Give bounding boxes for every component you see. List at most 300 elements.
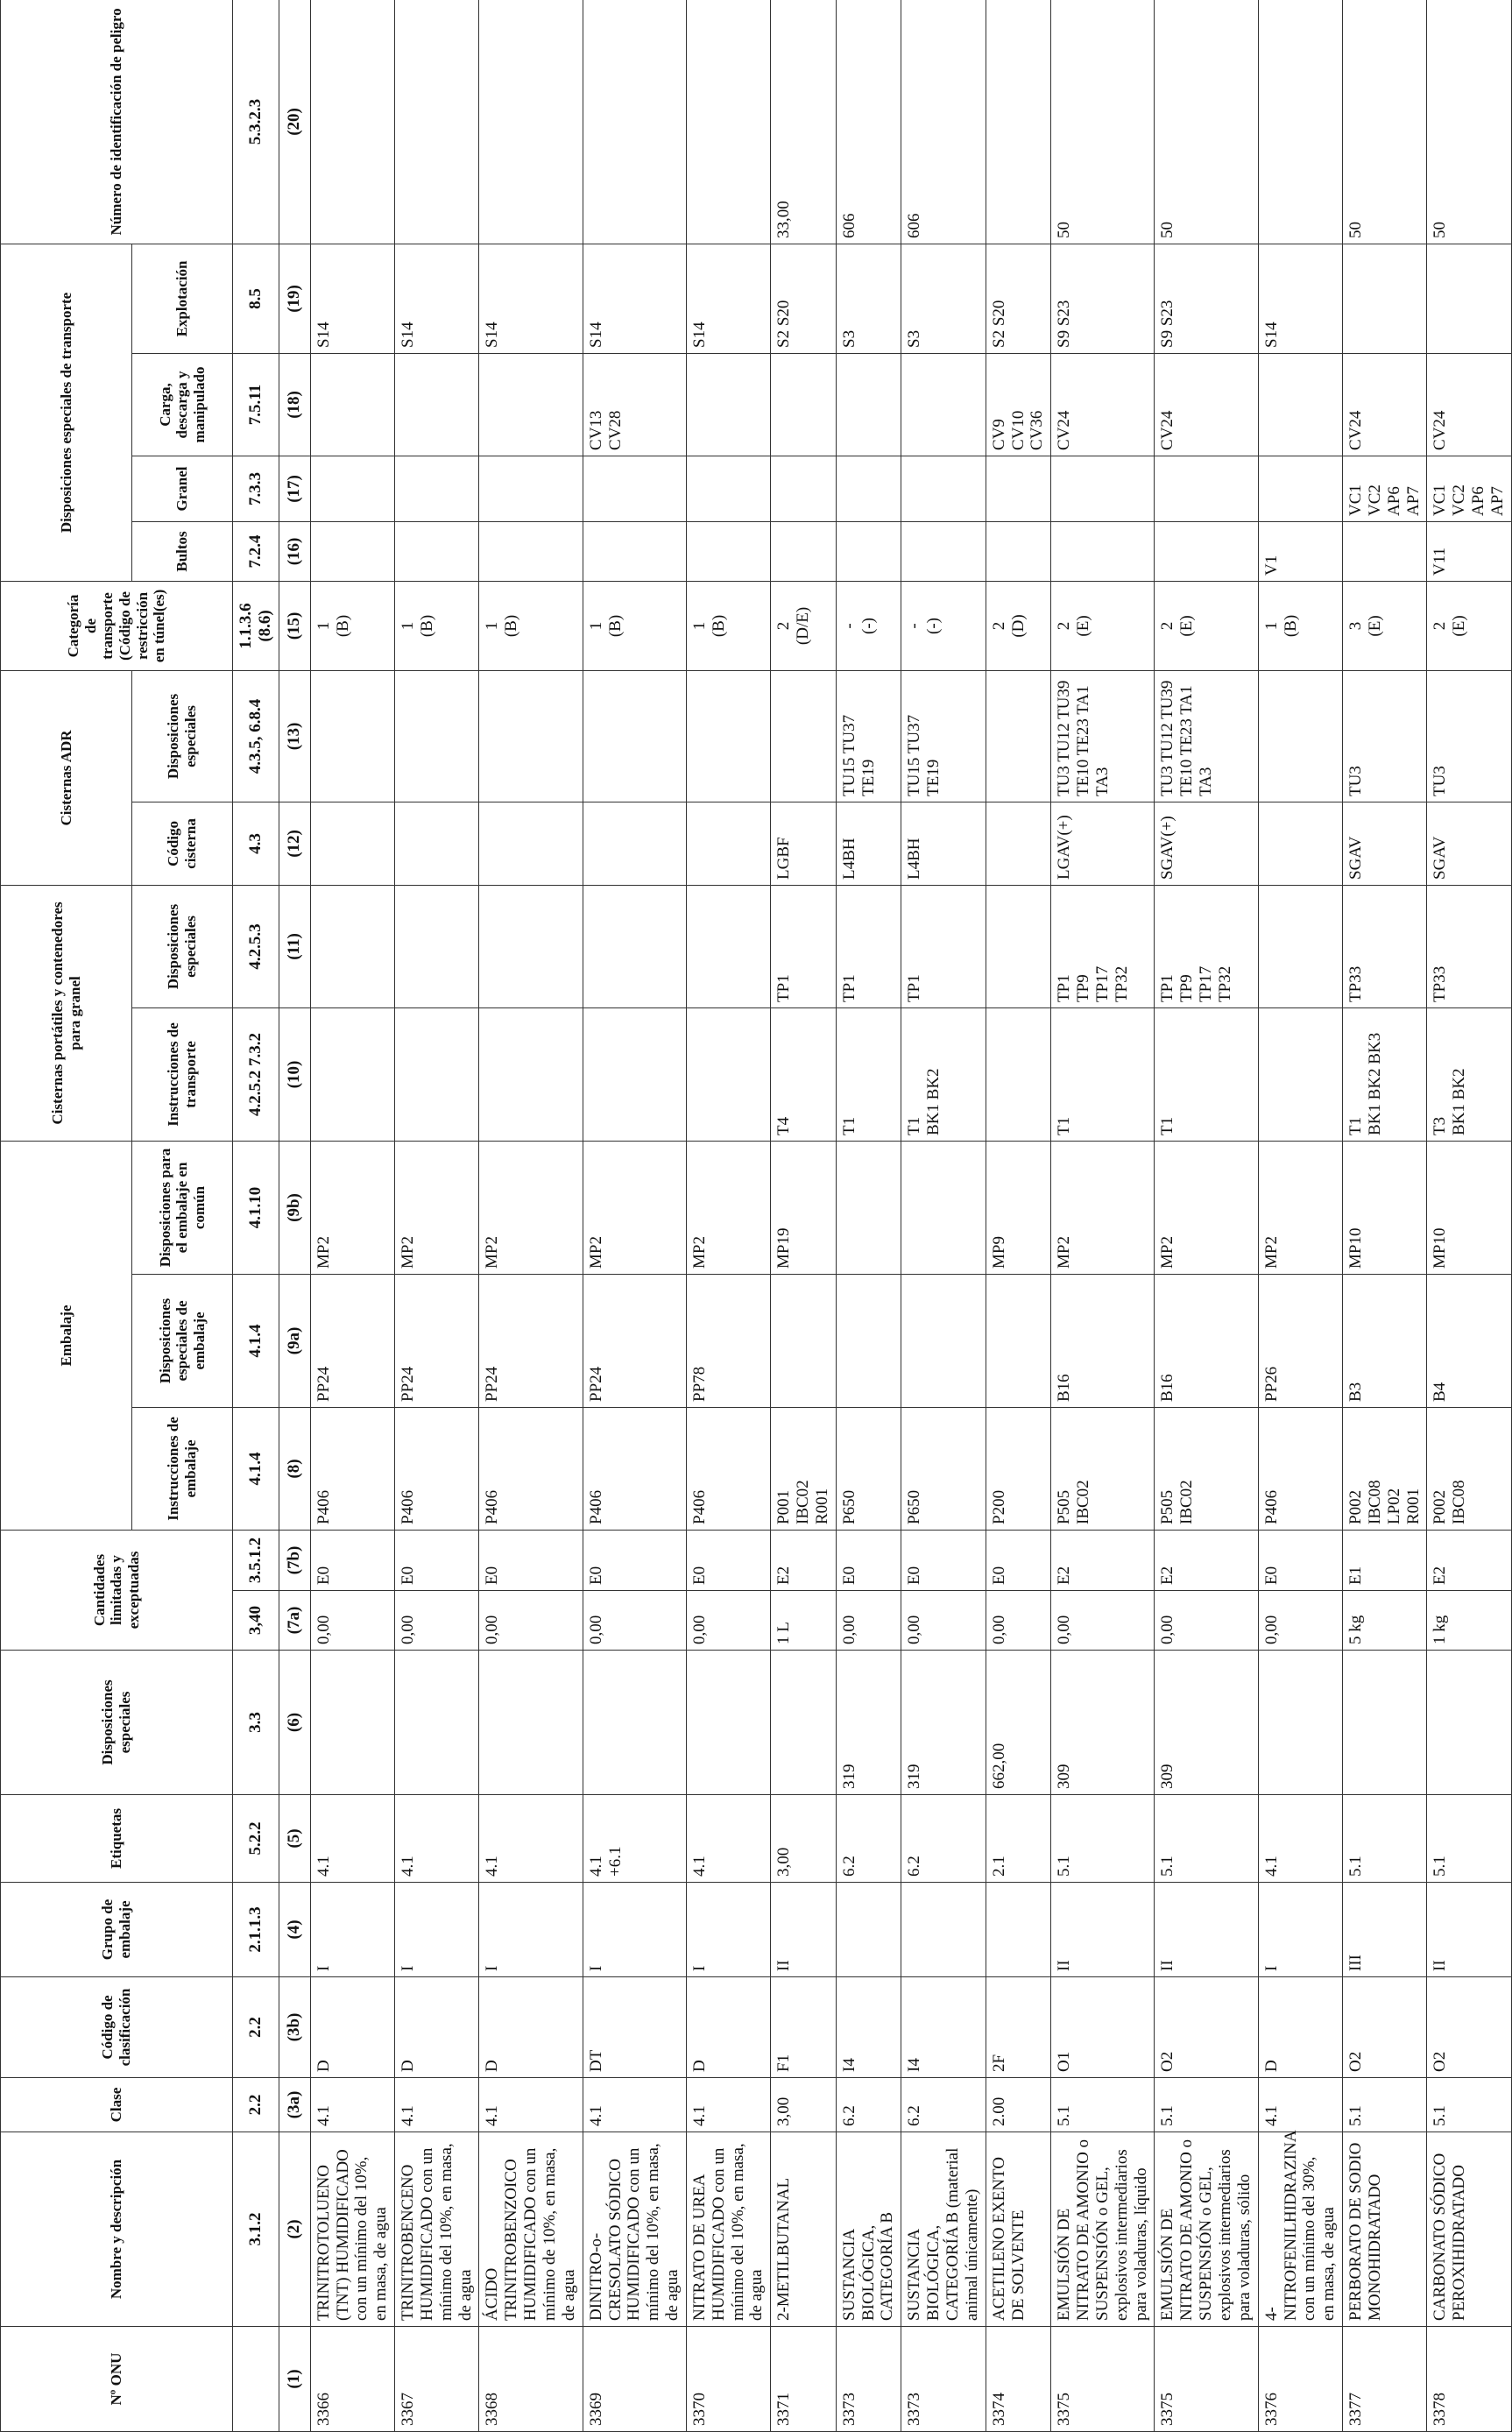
header-disp-esp-transporte: Disposiciones especiales de transporte (1, 244, 132, 581)
data-cell (836, 1883, 901, 1977)
data-cell: MP10 (1343, 1141, 1427, 1274)
data-cell (686, 1007, 770, 1141)
name-description-cell: EMULSIÓN DE NITRATO DE AMONIO o SUSPENSIÓN o GEL, explosivos intermediarios para voladuras, líquido (1051, 2132, 1155, 2327)
data-cell (1258, 353, 1342, 456)
reference-code-cell: 4.1.4 (233, 1275, 279, 1408)
data-cell (901, 1141, 986, 1274)
data-cell: B4 (1427, 1275, 1511, 1408)
data-cell: I (583, 1883, 686, 1977)
reference-code-cell: 5.2.2 (233, 1795, 279, 1883)
data-cell: 6.2 (836, 1795, 901, 1883)
data-cell: F1 (771, 1977, 837, 2078)
data-cell: II (1155, 1883, 1258, 1977)
data-cell: 0,00 (986, 1591, 1051, 1651)
header-codigo-cisterna: Código cisterna (132, 802, 233, 885)
data-cell: TP1 TP9 TP17 TP32 (1051, 885, 1155, 1007)
data-cell (1155, 521, 1258, 581)
column-number-cell: (10) (279, 1007, 310, 1141)
data-cell: T1 BK1 BK2 BK3 (1343, 1007, 1427, 1141)
column-number-cell: (12) (279, 802, 310, 885)
data-cell: 5 kg (1343, 1591, 1427, 1651)
data-cell (395, 1651, 479, 1795)
reference-code-cell: 1.1.3.6 (8.6) (233, 581, 279, 670)
header-onu: Nº ONU (1, 2327, 233, 2432)
data-cell (686, 885, 770, 1007)
reference-code-cell: 3.1.2 (233, 2132, 279, 2327)
data-cell: DT (583, 1977, 686, 2078)
data-cell: 4.1 (583, 2078, 686, 2132)
data-cell (901, 521, 986, 581)
reference-code-cell: 2.1.1.3 (233, 1883, 279, 1977)
data-cell (310, 521, 394, 581)
onu-number-cell: 3367 (395, 2327, 479, 2432)
data-cell: P406 (1258, 1408, 1342, 1531)
name-description-cell: 2-METILBUTANAL (771, 2132, 837, 2327)
column-number-cell: (13) (279, 670, 310, 802)
data-cell: 309 (1051, 1651, 1155, 1795)
data-cell: S14 (583, 244, 686, 353)
data-cell: S2 S20 (771, 244, 837, 353)
onu-number-cell: 3368 (479, 2327, 583, 2432)
data-cell: CV24 (1343, 353, 1427, 456)
table-row (310, 0, 394, 2432)
data-cell (1258, 456, 1342, 521)
data-cell: CV13 CV28 (583, 353, 686, 456)
table-row (583, 0, 686, 2432)
data-cell (771, 456, 837, 521)
data-cell: TP33 (1427, 885, 1511, 1007)
name-description-cell: NITRATO DE UREA HUMIDIFICADO con un mínimo del 10%, en masa, de agua (686, 2132, 770, 2327)
data-cell: E0 (901, 1531, 986, 1591)
data-cell: I4 (901, 1977, 986, 2078)
data-cell: 2.00 (986, 2078, 1051, 2132)
data-cell: 0,00 (901, 1591, 986, 1651)
data-cell (1258, 802, 1342, 885)
data-cell: 1 (B) (479, 581, 583, 670)
data-cell: 33,00 (771, 0, 837, 244)
data-cell: P002 IBC08 (1427, 1408, 1511, 1531)
data-cell: B16 (1051, 1275, 1155, 1408)
table-row (901, 0, 986, 2432)
data-cell (583, 0, 686, 244)
header-cisternas-adr: Cisternas ADR (1, 670, 132, 885)
data-cell: E2 (1427, 1531, 1511, 1591)
onu-number-cell: 3375 (1051, 2327, 1155, 2432)
column-number-cell: (15) (279, 581, 310, 670)
data-cell (1258, 1007, 1342, 1141)
data-cell (686, 353, 770, 456)
data-cell: 0,00 (395, 1591, 479, 1651)
data-cell: TU3 TU12 TU39 TE10 TE23 TA1 TA3 (1155, 670, 1258, 802)
data-cell: E2 (1051, 1531, 1155, 1591)
data-cell: MP2 (686, 1141, 770, 1274)
data-cell: T4 (771, 1007, 837, 1141)
column-number-cell: (1) (279, 2327, 310, 2432)
data-cell: CV24 (1427, 353, 1511, 456)
data-cell: 50 (1155, 0, 1258, 244)
name-description-cell: ACETILENO EXENTO DE SOLVENTE (986, 2132, 1051, 2327)
data-cell (310, 1007, 394, 1141)
name-description-cell: DINITRO-o-CRESOLATO SÓDICO HUMIDIFICADO con un mínimo del 10%, en masa, de agua (583, 2132, 686, 2327)
data-cell (686, 670, 770, 802)
data-cell (686, 521, 770, 581)
column-number-cell: (6) (279, 1651, 310, 1795)
data-cell: P406 (310, 1408, 394, 1531)
data-cell: SGAV (1427, 802, 1511, 885)
column-number-cell: (20) (279, 0, 310, 244)
data-cell: CV24 (1051, 353, 1155, 456)
data-cell (1051, 521, 1155, 581)
data-cell (310, 456, 394, 521)
header-categoria-transporte: Categoría de transporte (Código de restricción en túnel(es) (1, 581, 233, 670)
header-disp-esp-embalaje: Disposiciones especiales de embalaje (132, 1275, 233, 1408)
data-cell: MP19 (771, 1141, 837, 1274)
name-description-cell: TRINITROBENCENO HUMIDIFICADO con un mínimo del 10%, en masa, de agua (395, 2132, 479, 2327)
header-embalaje: Embalaje (1, 1141, 132, 1530)
data-cell (836, 353, 901, 456)
data-cell: 2 (D) (986, 581, 1051, 670)
name-description-cell: SUSTANCIA BIOLÓGICA, CATEGORÍA B (material animal únicamente) (901, 2132, 986, 2327)
header-bultos: Bultos (132, 521, 233, 581)
data-cell: - (-) (836, 581, 901, 670)
data-cell (986, 1883, 1051, 1977)
data-cell: E0 (686, 1531, 770, 1591)
data-cell: E0 (479, 1531, 583, 1591)
data-cell: - (-) (901, 581, 986, 670)
data-cell: 4.1 (310, 2078, 394, 2132)
data-cell: I (310, 1883, 394, 1977)
data-cell: 0,00 (479, 1591, 583, 1651)
data-cell: P406 (395, 1408, 479, 1531)
reference-code-cell: 7.2.4 (233, 521, 279, 581)
data-cell (479, 521, 583, 581)
data-cell: L4BH (901, 802, 986, 885)
column-number-cell: (3b) (279, 1977, 310, 2078)
reference-code-cell: 4.2.5.2 7.3.2 (233, 1007, 279, 1141)
table-row (1258, 0, 1342, 2432)
table-row (1155, 0, 1258, 2432)
data-cell: 1 L (771, 1591, 837, 1651)
data-cell: E0 (583, 1531, 686, 1591)
data-cell (583, 802, 686, 885)
table-row (1051, 0, 1155, 2432)
header-granel: Granel (132, 456, 233, 521)
header-disp-especiales: Disposiciones especiales (1, 1651, 233, 1795)
reference-code-cell: 4.2.5.3 (233, 885, 279, 1007)
data-cell: MP9 (986, 1141, 1051, 1274)
column-number-cell: (9b) (279, 1141, 310, 1274)
onu-number-cell: 3373 (836, 2327, 901, 2432)
data-cell (479, 353, 583, 456)
reference-code-cell: 8.5 (233, 244, 279, 353)
data-cell: E0 (836, 1531, 901, 1591)
data-cell: I (479, 1883, 583, 1977)
table-row (686, 0, 770, 2432)
data-cell: I (395, 1883, 479, 1977)
data-cell: S14 (479, 244, 583, 353)
data-cell: 319 (836, 1651, 901, 1795)
column-number-cell: (5) (279, 1795, 310, 1883)
data-cell (479, 802, 583, 885)
data-cell: V11 (1427, 521, 1511, 581)
data-cell: MP2 (310, 1141, 394, 1274)
data-cell: SGAV (1343, 802, 1427, 885)
header-cisternas-portatiles: Cisternas portátiles y contenedores para granel (1, 885, 132, 1141)
header-instr-transporte: Instrucciones de transporte (132, 1007, 233, 1141)
data-cell: 3,00 (771, 1795, 837, 1883)
name-description-cell: 4-NITROFENILHIDRAZINA con un mínimo del 30%, en masa, de agua (1258, 2132, 1342, 2327)
onu-number-cell: 3375 (1155, 2327, 1258, 2432)
data-cell: 50 (1343, 0, 1427, 244)
data-cell: T1 BK1 BK2 (901, 1007, 986, 1141)
data-cell: 606 (836, 0, 901, 244)
data-cell: 5.1 (1155, 1795, 1258, 1883)
reference-code-cell: 4.3.5, 6.8.4 (233, 670, 279, 802)
data-cell: O2 (1427, 1977, 1511, 2078)
data-cell: T3 BK1 BK2 (1427, 1007, 1511, 1141)
data-cell (836, 1141, 901, 1274)
reference-code-cell: 7.5.11 (233, 353, 279, 456)
data-cell (310, 802, 394, 885)
data-cell (1427, 244, 1511, 353)
data-cell: T1 (836, 1007, 901, 1141)
data-cell: 50 (1051, 0, 1155, 244)
data-cell (771, 1651, 837, 1795)
column-number-cell: (11) (279, 885, 310, 1007)
data-cell: 2F (986, 1977, 1051, 2078)
onu-number-cell: 3366 (310, 2327, 394, 2432)
column-number-cell: (2) (279, 2132, 310, 2327)
header-nombre: Nombre y descripción (1, 2132, 233, 2327)
data-cell (1343, 1651, 1427, 1795)
header-instr-embalaje: Instrucciones de embalaje (132, 1408, 233, 1531)
reference-code-cell: 3.5.1.2 (233, 1531, 279, 1591)
data-cell (901, 1275, 986, 1408)
data-cell (1258, 0, 1342, 244)
data-cell: TP1 TP9 TP17 TP32 (1155, 885, 1258, 1007)
data-cell: 0,00 (310, 1591, 394, 1651)
name-description-cell: PERBORATO DE SODIO MONOHIDRATADO (1343, 2132, 1427, 2327)
data-cell: II (1427, 1883, 1511, 1977)
table-row (986, 0, 1051, 2432)
column-number-cell: (9a) (279, 1275, 310, 1408)
onu-number-cell: 3376 (1258, 2327, 1342, 2432)
data-cell: P650 (836, 1408, 901, 1531)
column-number-cell: (18) (279, 353, 310, 456)
name-description-cell: CARBONATO SÓDICO PEROXIHIDRATADO (1427, 2132, 1511, 2327)
data-cell (986, 670, 1051, 802)
column-number-cell: (8) (279, 1408, 310, 1531)
column-number-row (279, 0, 310, 2432)
data-cell: D (395, 1977, 479, 2078)
data-cell (901, 1883, 986, 1977)
data-cell: 1 kg (1427, 1591, 1511, 1651)
data-cell: 6.2 (901, 2078, 986, 2132)
data-cell (479, 456, 583, 521)
data-cell: 4.1 (1258, 1795, 1342, 1883)
data-cell: S14 (310, 244, 394, 353)
data-cell (771, 670, 837, 802)
reference-code-cell (233, 2327, 279, 2432)
header-num-peligro: Número de identificación de peligro (1, 0, 233, 244)
data-cell: 5.1 (1343, 1795, 1427, 1883)
reference-code-cell: 3,40 (233, 1591, 279, 1651)
data-cell: 4.1 (686, 2078, 770, 2132)
data-cell (771, 1275, 837, 1408)
data-cell (986, 0, 1051, 244)
data-cell: E2 (1155, 1531, 1258, 1591)
reference-code-cell: 3.3 (233, 1651, 279, 1795)
data-cell: 2.1 (986, 1795, 1051, 1883)
data-cell: 5.1 (1051, 2078, 1155, 2132)
data-cell: II (1051, 1883, 1155, 1977)
data-cell: D (686, 1977, 770, 2078)
data-cell: T1 (1155, 1007, 1258, 1141)
onu-number-cell: 3369 (583, 2327, 686, 2432)
column-number-cell: (7a) (279, 1591, 310, 1651)
data-cell: S9 S23 (1051, 244, 1155, 353)
data-cell: 1 (B) (1258, 581, 1342, 670)
data-cell: 0,00 (583, 1591, 686, 1651)
column-number-cell: (16) (279, 521, 310, 581)
data-cell: B3 (1343, 1275, 1427, 1408)
reference-code-cell: 7.3.3 (233, 456, 279, 521)
header-grupo-embalaje: Grupo de embalaje (1, 1883, 233, 1977)
data-cell: PP24 (479, 1275, 583, 1408)
data-cell (836, 521, 901, 581)
data-cell (1258, 670, 1342, 802)
data-cell: 0,00 (1051, 1591, 1155, 1651)
data-cell: B16 (1155, 1275, 1258, 1408)
data-cell: D (479, 1977, 583, 2078)
data-cell (395, 1007, 479, 1141)
data-cell: 4.1 (479, 1795, 583, 1883)
data-cell: 4.1 (479, 2078, 583, 2132)
data-cell: MP2 (1155, 1141, 1258, 1274)
data-cell: MP2 (479, 1141, 583, 1274)
data-cell (1258, 885, 1342, 1007)
data-cell (771, 521, 837, 581)
data-cell: P200 (986, 1408, 1051, 1531)
data-cell: 3 (E) (1343, 581, 1427, 670)
data-cell: 5.1 (1343, 2078, 1427, 2132)
data-cell: 6.2 (836, 2078, 901, 2132)
data-cell: TP1 (901, 885, 986, 1007)
data-cell: CV9 CV10 CV36 (986, 353, 1051, 456)
data-cell: L4BH (836, 802, 901, 885)
data-cell: 0,00 (686, 1591, 770, 1651)
data-cell: 5.1 (1051, 1795, 1155, 1883)
data-cell (686, 1651, 770, 1795)
data-cell: E0 (310, 1531, 394, 1591)
data-cell (583, 1651, 686, 1795)
data-cell: T1 (1051, 1007, 1155, 1141)
header-carga: Carga, descarga y manipulado (132, 353, 233, 456)
data-cell: 662,00 (986, 1651, 1051, 1795)
data-cell (310, 0, 394, 244)
data-cell: 6.2 (901, 1795, 986, 1883)
data-cell (901, 456, 986, 521)
data-cell (686, 802, 770, 885)
reference-code-cell: 2.2 (233, 2078, 279, 2132)
data-cell: 0,00 (1155, 1591, 1258, 1651)
data-cell: MP2 (583, 1141, 686, 1274)
reference-code-cell: 2.2 (233, 1977, 279, 2078)
data-cell: PP26 (1258, 1275, 1342, 1408)
column-number-cell: (17) (279, 456, 310, 521)
data-cell: O1 (1051, 1977, 1155, 2078)
data-cell (583, 456, 686, 521)
data-cell: CV24 (1155, 353, 1258, 456)
data-cell: 5.1 (1155, 2078, 1258, 2132)
data-cell (986, 1007, 1051, 1141)
header-disp-embalaje-comun: Disposiciones para el embalaje en común (132, 1141, 233, 1274)
data-cell: 319 (901, 1651, 986, 1795)
header-codigo-clasificacion: Código de clasificación (1, 1977, 233, 2078)
data-cell (1343, 244, 1427, 353)
column-number-cell: (4) (279, 1883, 310, 1977)
data-cell: MP2 (1051, 1141, 1155, 1274)
table-row (836, 0, 901, 2432)
table-row (395, 0, 479, 2432)
header-etiquetas: Etiquetas (1, 1795, 233, 1883)
data-cell: PP24 (310, 1275, 394, 1408)
data-cell: 4.1 (686, 1795, 770, 1883)
data-cell: TP1 (771, 885, 837, 1007)
data-cell (836, 456, 901, 521)
data-cell: I4 (836, 1977, 901, 2078)
data-cell: P505 IBC02 (1155, 1408, 1258, 1531)
data-cell (901, 353, 986, 456)
data-cell: 2 (E) (1427, 581, 1511, 670)
data-cell: D (1258, 1977, 1342, 2078)
data-cell: 4.1 (395, 1795, 479, 1883)
data-cell (479, 885, 583, 1007)
table-row (479, 0, 583, 2432)
data-cell: SGAV(+) (1155, 802, 1258, 885)
data-cell: E0 (986, 1531, 1051, 1591)
data-cell: 4.1 (395, 2078, 479, 2132)
data-cell: 50 (1427, 0, 1511, 244)
data-cell: I (1258, 1883, 1342, 1977)
data-cell (986, 456, 1051, 521)
data-cell: S14 (395, 244, 479, 353)
data-cell (395, 353, 479, 456)
data-cell: S3 (836, 244, 901, 353)
data-cell: P650 (901, 1408, 986, 1531)
data-cell: TP33 (1343, 885, 1427, 1007)
data-cell: S9 S23 (1155, 244, 1258, 353)
data-cell: MP2 (1258, 1141, 1342, 1274)
table-row (771, 0, 837, 2432)
data-cell: P001 IBC02 R001 (771, 1408, 837, 1531)
data-cell: P406 (479, 1408, 583, 1531)
onu-number-cell: 3374 (986, 2327, 1051, 2432)
data-cell: LGBF (771, 802, 837, 885)
data-cell: PP24 (583, 1275, 686, 1408)
data-cell (479, 1007, 583, 1141)
data-cell (583, 885, 686, 1007)
data-cell: VC1 VC2 AP6 AP7 (1427, 456, 1511, 521)
data-cell (395, 670, 479, 802)
table-row (1343, 0, 1427, 2432)
column-number-cell: (7b) (279, 1531, 310, 1591)
data-cell: 2 (E) (1051, 581, 1155, 670)
onu-number-cell: 3378 (1427, 2327, 1511, 2432)
data-cell: 4.1 +6.1 (583, 1795, 686, 1883)
data-cell (1258, 1651, 1342, 1795)
data-cell: O2 (1343, 1977, 1427, 2078)
